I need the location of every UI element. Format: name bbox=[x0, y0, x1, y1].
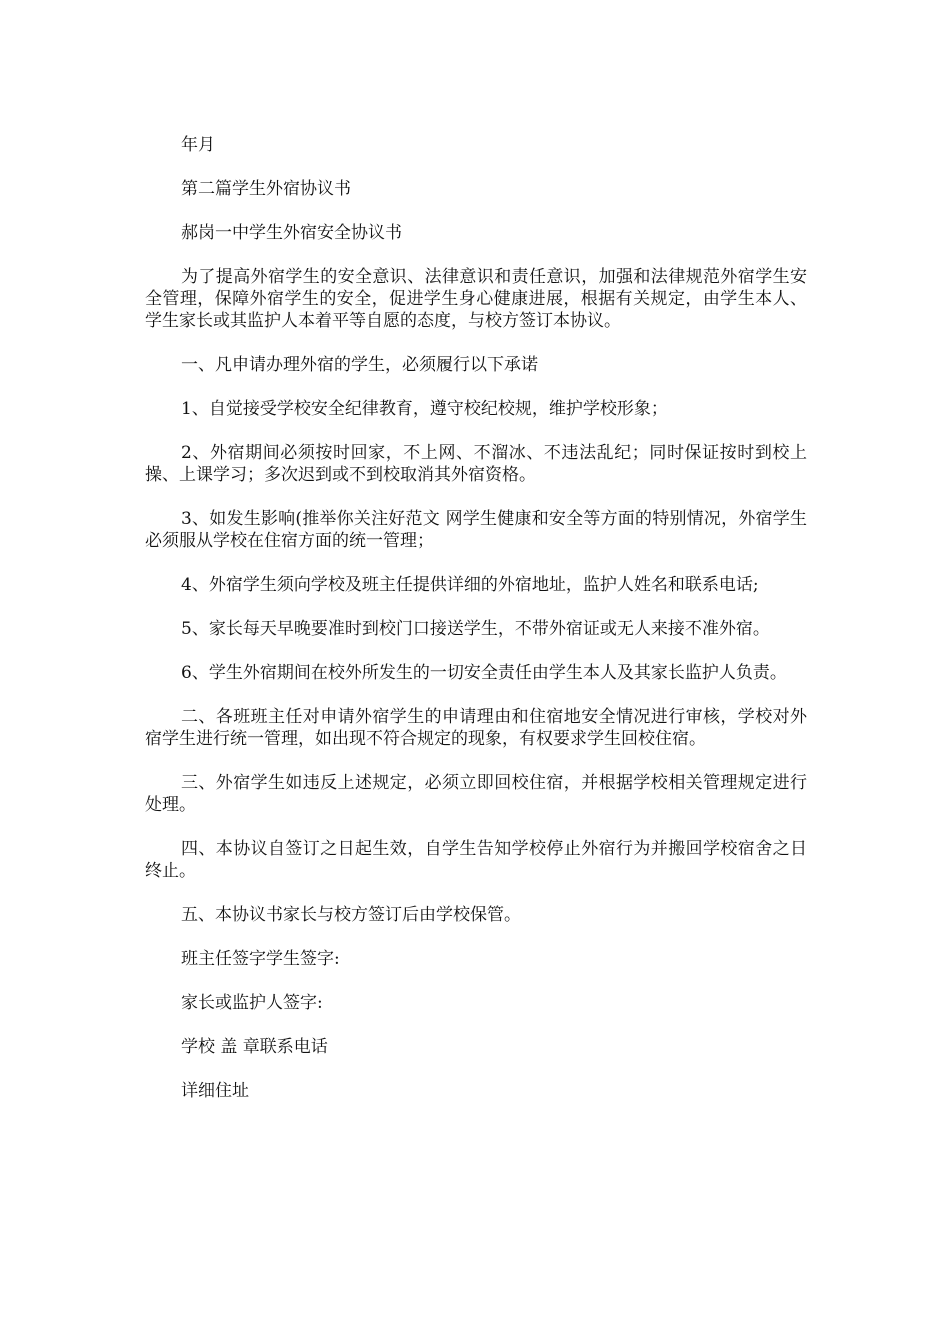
section-heading: 第二篇学生外宿协议书 bbox=[181, 179, 351, 199]
teacher-student-signature-line: 班主任签字学生签字: bbox=[181, 949, 340, 969]
guardian-signature-line: 家长或监护人签字: bbox=[181, 993, 323, 1013]
clause-item-2: 2、外宿期间必须按时回家，不上网、不溜冰、不违法乱纪；同时保证按时到校上操、上课学习；多次迟到或不到校取消其外宿资格。 bbox=[145, 443, 807, 485]
clause-item-3: 3、如发生影响(推举你关注好范文 网学生健康和安全等方面的特别情况，外宿学生必须服从学校在住宿方面的统一管理； bbox=[145, 509, 807, 551]
clause-item-5: 5、家长每天早晚要准时到校门口接送学生，不带外宿证或无人来接不准外宿。 bbox=[181, 619, 770, 639]
document-body bbox=[145, 134, 807, 1124]
clause-two: 二、各班班主任对申请外宿学生的申请理由和住宿地安全情况进行审核，学校对外宿学生进行统一管理，如出现不符合规定的现象，有权要求学生回校住宿。 bbox=[145, 707, 807, 749]
clause-item-6: 6、学生外宿期间在校外所发生的一切安全责任由学生本人及其家长监护人负责。 bbox=[181, 663, 787, 683]
clause-three: 三、外宿学生如违反上述规定，必须立即回校住宿，并根据学校相关管理规定进行处理。 bbox=[145, 773, 807, 815]
clause-five: 五、本协议书家长与校方签订后由学校保管。 bbox=[181, 905, 521, 925]
agreement-title: 郝岗一中学生外宿安全协议书 bbox=[181, 223, 402, 243]
school-seal-phone-line: 学校 盖 章联系电话 bbox=[181, 1037, 328, 1057]
intro-paragraph: 为了提高外宿学生的安全意识、法律意识和责任意识，加强和法律规范外宿学生安全管理，保障外宿学生的安全，促进学生身心健康进展，根据有关规定，由学生本人、学生家长或其监护人本着平等自愿的态度，与校方签订本协议。 bbox=[145, 267, 807, 331]
clause-item-4: 4、外宿学生须向学校及班主任提供详细的外宿地址，监护人姓名和联系电话; bbox=[181, 575, 759, 595]
clause-item-1: 1、自觉接受学校安全纪律教育，遵守校纪校规，维护学校形象； bbox=[181, 399, 668, 419]
date-line: 年月 bbox=[181, 135, 215, 155]
address-line: 详细住址 bbox=[181, 1081, 249, 1101]
clause-one-heading: 一、凡申请办理外宿的学生，必须履行以下承诺 bbox=[181, 355, 538, 375]
clause-four: 四、本协议自签订之日起生效，自学生告知学校停止外宿行为并搬回学校宿舍之日终止。 bbox=[145, 839, 807, 881]
